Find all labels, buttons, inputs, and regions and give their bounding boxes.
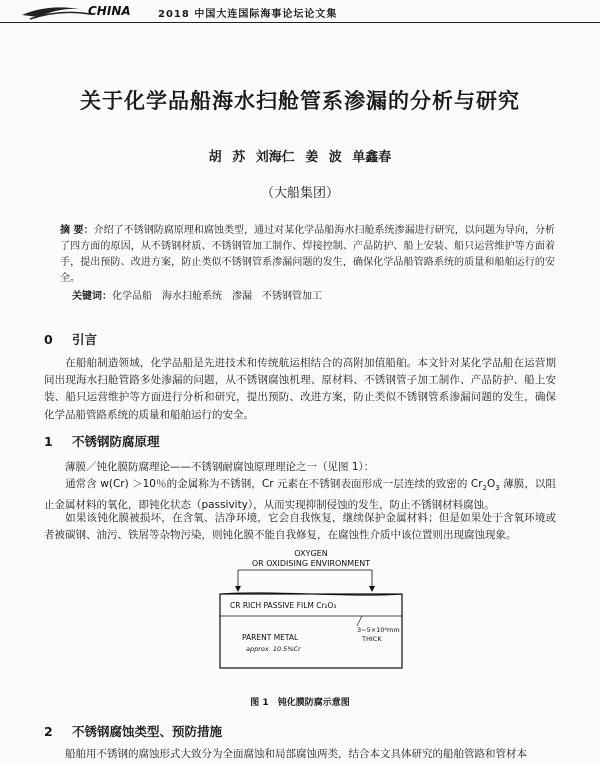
page-header — [0, 0, 600, 23]
subscript: 2 — [482, 484, 488, 493]
passive-film-diagram — [212, 548, 410, 678]
section-1-heading — [44, 432, 160, 450]
section-number: 2 — [44, 724, 53, 739]
authors: 胡 苏 刘海仁 姜 波 单鑫春 — [208, 150, 392, 165]
label-passive-film: CR RICH PASSIVE FILM Cr₂O₃ — [230, 601, 337, 610]
running-head: 2018 中国大连国际海事论坛论文集 — [158, 9, 338, 20]
forum-logo — [20, 1, 140, 21]
section-1-paragraph-3 — [44, 510, 556, 544]
paragraph-text: O — [487, 478, 496, 490]
abstract-label: 摘 要： — [60, 225, 94, 236]
section-0-paragraph — [44, 355, 556, 424]
paragraph-text: 薄膜／钝化膜防腐理论——不锈钢耐腐蚀原理理论之一（见图 1）： — [65, 461, 375, 473]
logo-text: CHINA — [88, 4, 131, 18]
subscript: 3 — [495, 484, 500, 493]
section-title: 引言 — [72, 332, 98, 347]
section-number: 1 — [44, 434, 53, 449]
figure-caption: 图 1 钝化膜防腐示意图 — [250, 698, 350, 708]
arrow-head — [235, 586, 241, 592]
section-2-heading — [44, 722, 222, 740]
label-thick: THICK — [362, 635, 382, 643]
affiliation: （大船集团） — [260, 186, 339, 201]
section-number: 0 — [44, 332, 53, 347]
section-1-paragraph-1 — [44, 459, 556, 476]
paragraph-text: 通常含 w(Cr) ＞10％的金属称为不锈钢，Cr 元素在不锈钢表面形成一层连续的致密的 Cr — [65, 478, 483, 490]
section-1-paragraph-2 — [44, 476, 556, 515]
label-approx-cr: approx. 10.5%Cr — [246, 645, 301, 653]
section-title: 不锈钢防腐原理 — [72, 434, 160, 449]
pointer-line — [357, 616, 362, 626]
label-thickness: 3~5×10⁶mm — [357, 626, 400, 634]
section-title: 不锈钢腐蚀类型、预防措施 — [72, 724, 223, 739]
label-environment: OR OXIDISING ENVIRONMENT — [251, 559, 371, 568]
paragraph-text: 船舶用不锈钢的腐蚀形式大致分为全面腐蚀和局部腐蚀两类，结合本文具体研究的船舶管路和管材本 — [65, 748, 527, 760]
paper-title: 关于化学品船海水扫舱管系渗漏的分析与研究 — [80, 89, 520, 113]
keywords-text: 化学品船 海水扫舱系统 渗漏 不锈钢管加工 — [112, 291, 322, 302]
paragraph-text: 薄膜，以阻止金属材料的氧化，即钝化状态（passivity），从而实现抑制侵蚀的发生，防止不锈钢材料腐蚀。 — [44, 478, 557, 512]
keywords — [72, 287, 552, 302]
arrow-head — [369, 586, 375, 592]
section-0-heading — [44, 330, 97, 348]
label-oxygen: OXYGEN — [294, 549, 328, 558]
paragraph-text: 如果该钝化膜被损坏，在含氧、洁净环境，它会自我恢复，继续保护金属材料；但是如果处于含氧环境或者被碳钢、油污、铁屑等杂物污染，则钝化膜不能自我修复，在腐蚀性介质中该位置则出现腐蚀现象。 — [44, 512, 556, 542]
label-parent-metal: PARENT METAL — [242, 633, 299, 642]
keywords-label: 关键词： — [72, 291, 112, 302]
section-2-paragraph — [44, 746, 556, 763]
abstract-text: 介绍了不锈钢防腐原理和腐蚀类型，通过对某化学品船海水扫舱系统渗漏进行研究，以问题为导向，分析了四方面的原因，从不锈钢材质、不锈钢管加工制作、焊接控制、产品防护、船上安装、船只运营维护等方面着手，提出预防、改进方案，防止类似不锈钢管系渗漏问题的发生，确保化学品船管路系统的质量和船舶运行的安全。 — [60, 225, 556, 284]
paragraph-text: 在船舶制造领域，化学品船是先进技术和传统航运相结合的高附加值船舶。本文针对某化学品船在运营期间出现海水扫舱管路多处渗漏的问题，从不锈钢腐蚀机理、原材料、不锈钢管子加工制作、产品防护、船上安装、船只运营维护等方面进行分析和研究，提出预防、改进方案，防止类似不锈钢管系渗漏问题的发生，确保化学品船管路系统的质量和船舶运行的安全。 — [44, 357, 556, 421]
abstract — [60, 223, 555, 287]
